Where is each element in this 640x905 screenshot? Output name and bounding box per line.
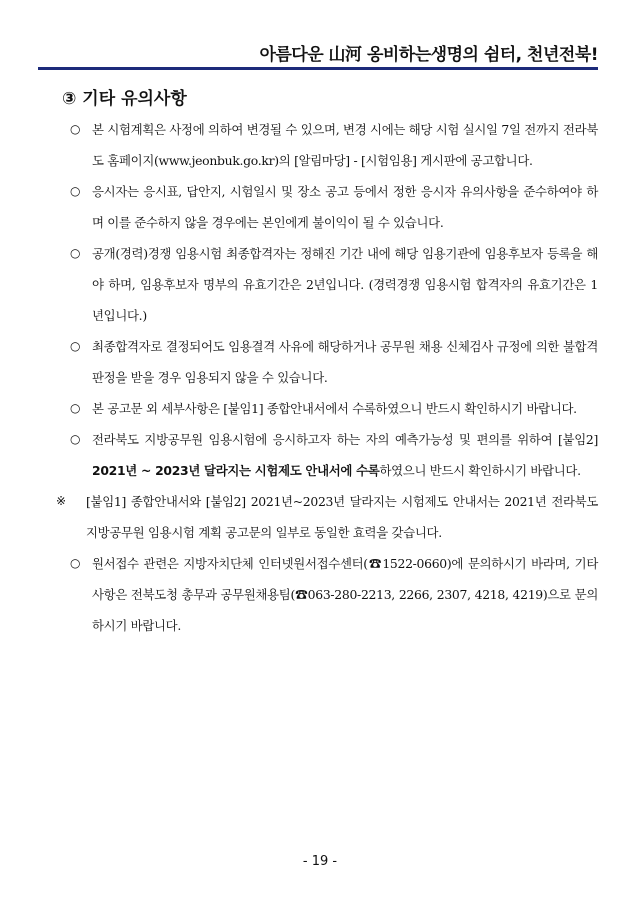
note-item [56,486,598,548]
notice-item-text: 전라북도 지방공무원 임용시험에 응시하고자 하는 자의 예측가능성 및 편의를 위하여 [붙임2] [92,432,598,447]
circle-bullet-icon: ○ [70,401,81,415]
notice-item [62,393,598,424]
page-header [38,40,598,70]
circle-bullet-icon: ○ [70,339,81,353]
circle-bullet-icon: ○ [70,184,81,198]
notice-item-text: 하였으니 반드시 확인하시기 바랍니다. [379,463,581,478]
notice-item [62,114,598,176]
notice-item [62,548,598,641]
page-number: - 19 - [302,854,338,869]
highlighted-text: 2021년 ~ 2023년 달라지는 시험제도 안내서에 수록 [92,463,380,478]
header-rule [38,67,598,70]
notice-item-text: 최종합격자로 결정되어도 임용결격 사유에 해당하거나 공무원 채용 신체검사 규정에 의한 불합격 판정을 받을 경우 임용되지 않을 수 있습니다. [92,339,598,385]
notice-item-text: 본 시험계획은 사정에 의하여 변경될 수 있으며, 변경 시에는 해당 시험 실시일 7일 전까지 전라북도 홈페이지(www.jeonbuk.go.kr)의 [알림마당] - [시험임용] 게시판에 공고합니다. [92,122,598,168]
circle-bullet-icon: ○ [70,432,81,446]
notice-item-text: 응시자는 응시표, 답안지, 시험일시 및 장소 공고 등에서 정한 응시자 유의사항을 준수하여야 하며 이를 준수하지 않을 경우에는 본인에게 불이익이 될 수 있습니다. [92,184,598,230]
circle-bullet-icon: ○ [70,246,81,260]
notice-item [62,424,598,486]
reference-mark-icon: ※ [56,494,66,508]
notice-item-text: 공개(경력)경쟁 임용시험 최종합격자는 정해진 기간 내에 해당 임용기관에 임용후보자 등록을 해야 하며, 임용후보자 명부의 유효기간은 2년입니다. (경력경쟁 임용시험 합격자의 유효기간은 1년입니다.) [92,246,598,323]
notice-item-text: 본 공고문 외 세부사항은 [붙임1] 종합안내서에서 수록하였으니 반드시 확인하시기 바랍니다. [92,401,577,416]
section-title: ③ 기타 유의사항 [62,89,187,109]
header-slogan: 아름다운 山河 옹비하는생명의 쉼터, 천년전북! [259,45,598,65]
note-text: [붙임1] 종합안내서와 [붙임2] 2021년~2023년 달라지는 시험제도 안내서는 2021년 전라북도 지방공무원 임용시험 계획 공고문의 일부로 동일한 효력을 갖습니다. [86,494,598,540]
notice-list [56,114,598,641]
notice-item [62,176,598,238]
notice-item-text: 원서접수 관련은 지방자치단체 인터넷원서접수센터(☎1522-0660)에 문의하시기 바라며, 기타사항은 전북도청 총무과 공무원채용팀(☎063-280-2213, 2266, 2307, 4218, 4219)으로 문의하시기 바랍니다. [92,556,598,633]
notice-item [62,238,598,331]
notice-item [62,331,598,393]
circle-bullet-icon: ○ [70,122,81,136]
circle-bullet-icon: ○ [70,556,81,570]
